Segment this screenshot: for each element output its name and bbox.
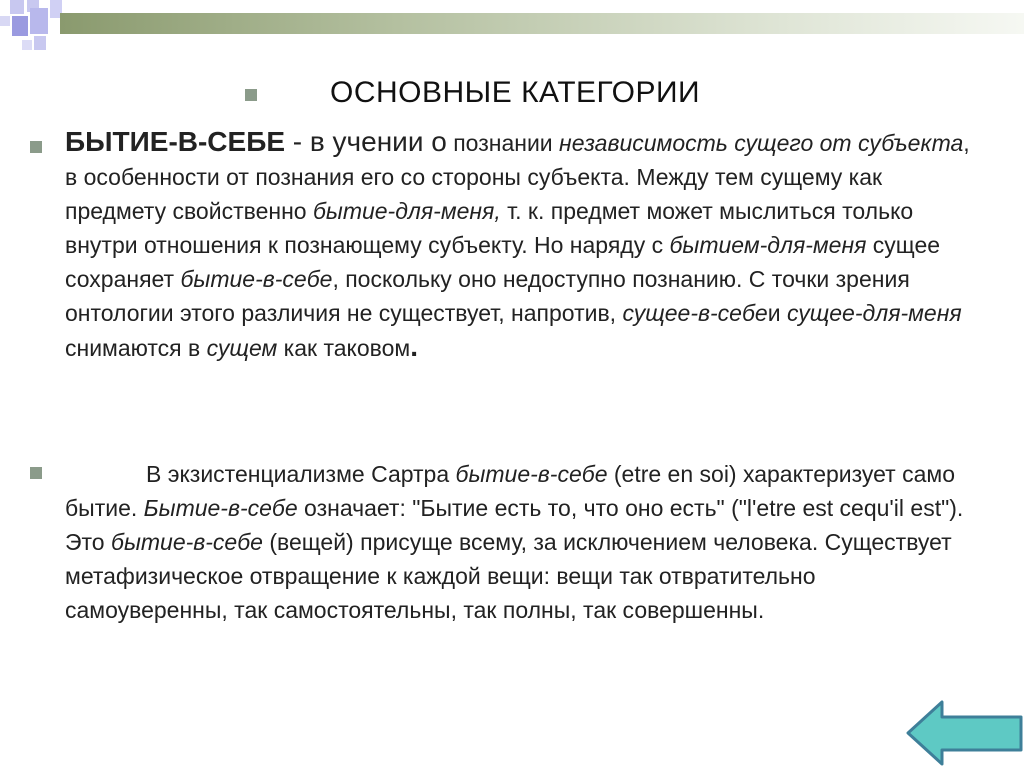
paragraph1-bullet-icon <box>30 141 42 153</box>
title-bullet-icon <box>245 89 257 101</box>
paragraph-being-in-itself: БЫТИЕ-В-СЕБЕ - в учении о познании независимость сущего от субъекта, в особенности от познания его со стороны субъекта. Между тем сущему как предмету свойственно бытие-для-меня, т. к. предмет может мыслиться только внутри отношения к познающему субъекту. Но наряду с бытием-для-меня сущее сохраняет бытие-в-себе, поскольку оно недоступно познанию. С точки зрения онтологии этого различия не существует, напротив, сущее-в-себеи сущее-для-меня снимаются в сущем как таковом. <box>65 126 970 362</box>
slide-title: ОСНОВНЫЕ КАТЕГОРИИ <box>330 76 701 109</box>
header-gradient-bar <box>60 13 1024 34</box>
arrow-left-icon <box>908 702 1021 764</box>
back-arrow-button[interactable] <box>905 700 1024 767</box>
paragraph-sartre: В экзистенциализме Сартра бытие-в-себе (etre en soi) характеризует само бытие. Бытие-в-себе означает: "Бытие есть то, что оно есть" ("l'etre est cequ'il est"). Это бытие-в-себе (вещей) присуще всему, за исключением человека. Существует метафизическое отвращение к каждой вещи: вещи так отвратительно самоуверенны, так самостоятельны, так полны, так совершенны. <box>65 461 964 623</box>
term-being-in-itself: БЫТИЕ-В-СЕБЕ <box>65 126 286 157</box>
paragraph2-bullet-icon <box>30 467 42 479</box>
